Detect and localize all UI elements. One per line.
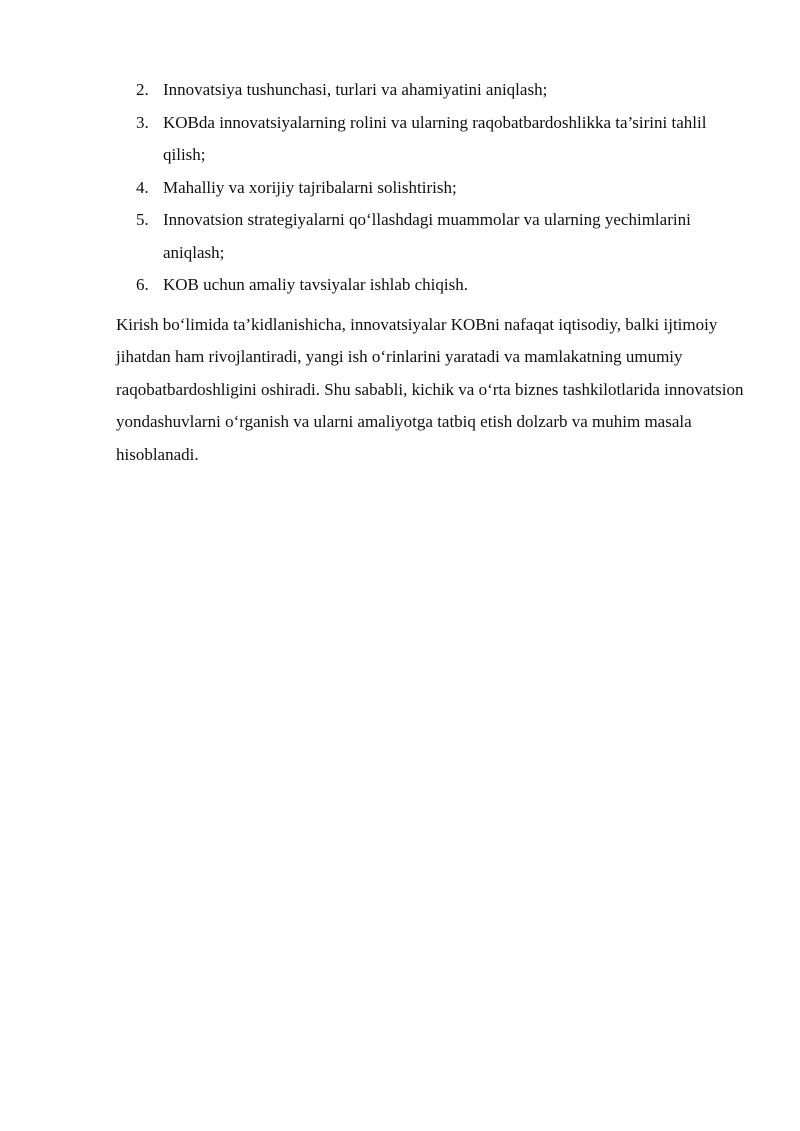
list-item-text: Mahalliy va xorijiy tajribalarni solishtirish; bbox=[163, 177, 457, 197]
list-item bbox=[116, 204, 744, 269]
list-item bbox=[116, 269, 744, 302]
list-item-number: 3. bbox=[136, 112, 149, 132]
objectives-list bbox=[116, 74, 744, 302]
list-item-number: 2. bbox=[136, 80, 149, 99]
list-item-text: KOB uchun amaliy tavsiyalar ishlab chiqish. bbox=[163, 275, 468, 294]
page-content bbox=[116, 74, 744, 471]
list-item-text: KOBda innovatsiyalarning rolini va ularning raqobatbardoshlikka ta’sirini tahlil qilish; bbox=[163, 112, 707, 164]
list-item bbox=[116, 74, 744, 107]
list-item-number: 4. bbox=[136, 177, 149, 197]
list-item-text: Innovatsiya tushunchasi, turlari va ahamiyatini aniqlash; bbox=[163, 80, 548, 99]
list-item-text: Innovatsion strategiyalarni qo‘llashdagi muammolar va ularning yechimlarini aniqlash; bbox=[163, 210, 691, 262]
body-paragraph: Kirish bo‘limida ta’kidlanishicha, innovatsiyalar KOBni nafaqat iqtisodiy, balki ijtimoiy jihatdan ham rivojlantiradi, yangi ish o‘rinlarini yaratadi va mamlakatning umumiy raqobatbardoshligini oshiradi. Shu sababli, kichik va o‘rta biznes tashkilotlarida innovatsion yondashuvlarni o‘rganish va ularni amaliyotga tatbiq etish dolzarb va muhim masala hisoblanadi. bbox=[116, 314, 744, 464]
list-item bbox=[116, 172, 744, 205]
list-item bbox=[116, 107, 744, 172]
list-item-number: 6. bbox=[136, 275, 149, 294]
list-item-number: 5. bbox=[136, 210, 149, 229]
